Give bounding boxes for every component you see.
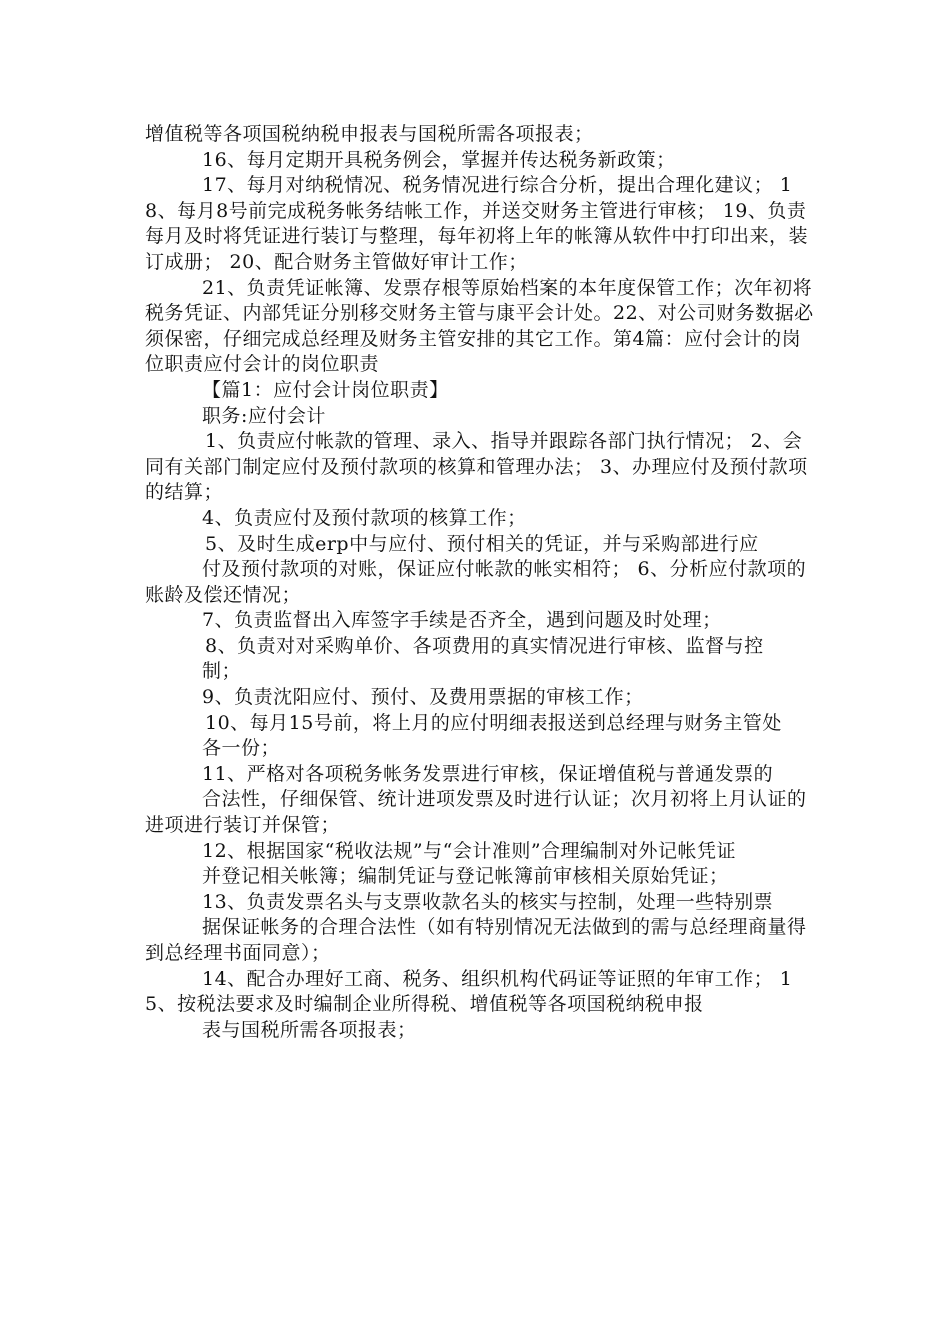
paragraph: 8、负责对对采购单价、各项费用的真实情况进行审核、监督与控 [205, 634, 764, 657]
paragraph: 4、负责应付及预付款项的核算工作； [202, 506, 527, 529]
paragraph: 据保证帐务的合理合法性（如有特别情况无法做到的需与总经理商量得到总经理书面同意）； [145, 916, 807, 964]
job-title-line: 职务:应付会计 [202, 404, 326, 427]
section-heading: 【篇1：应付会计岗位职责】 [202, 378, 449, 401]
paragraph: 5、及时生成erp中与应付、预付相关的凭证，并与采购部进行应 [205, 532, 759, 555]
paragraph: 7、负责监督出入库签字手续是否齐全，遇到问题及时处理； [202, 609, 722, 632]
paragraph: 并登记相关帐簿；编制凭证与登记帐簿前审核相关原始凭证； [202, 865, 729, 888]
paragraph: 14、配合办理好工商、税务、组织机构代码证等证照的年审工作； 15、按税法要求及时编制企业所得税、增值税等各项国税纳税申报 [145, 967, 793, 1016]
paragraph: 表与国税所需各项报表； [202, 1018, 417, 1041]
paragraph: 9、负责沈阳应付、预付、及费用票据的审核工作； [202, 686, 644, 709]
paragraph: 1、负责应付帐款的管理、录入、指导并跟踪各部门执行情况； 2、会同有关部门制定应付及预付款项的核算和管理办法； 3、办理应付及预付款项的结算； [145, 430, 808, 504]
paragraph: 付及预付款项的对账，保证应付帐款的帐实相符； 6、分析应付款项的账龄及偿还情况； [145, 558, 807, 606]
document-body [145, 122, 815, 1043]
paragraph: 10、每月15号前，将上月的应付明细表报送到总经理与财务主管处 [205, 711, 782, 734]
paragraph: 合法性，仔细保管、统计进项发票及时进行认证；次月初将上月认证的进项进行装订并保管； [145, 788, 807, 837]
paragraph: 12、根据国家“税收法规”与“会计准则”合理编制对外记帐凭证 [202, 839, 737, 862]
paragraph: 21、负责凭证帐簿、发票存根等原始档案的本年度保管工作；次年初将税务凭证、内部凭证分别移交财务主管与康平会计处。22、对公司财务数据必须保密，仔细完成总经理及财务主管安排的其它工作。第4篇：应付会计的岗位职责应付会计的岗位职责 [145, 276, 814, 376]
paragraph: 17、每月对纳税情况、税务情况进行综合分析，提出合理化建议； 18、每月8号前完成税务帐务结帐工作，并送交财务主管进行审核； 19、负责每月及时将凭证进行装订与整理，每年初将上年的帐簿从软件中打印出来，装订成册； 20、配合财务主管做好审计工作； [145, 174, 809, 273]
paragraph: 增值税等各项国税纳税申报表与国税所需各项报表； [145, 123, 594, 145]
paragraph: 16、每月定期开具税务例会，掌握并传达税务新政策； [202, 148, 676, 171]
paragraph: 制； [202, 660, 242, 683]
paragraph: 13、负责发票名头与支票收款名头的核实与控制，处理一些特别票 [202, 890, 774, 913]
paragraph: 11、严格对各项税务帐务发票进行审核，保证增值税与普通发票的 [202, 762, 774, 785]
paragraph: 各一份； [202, 737, 281, 760]
